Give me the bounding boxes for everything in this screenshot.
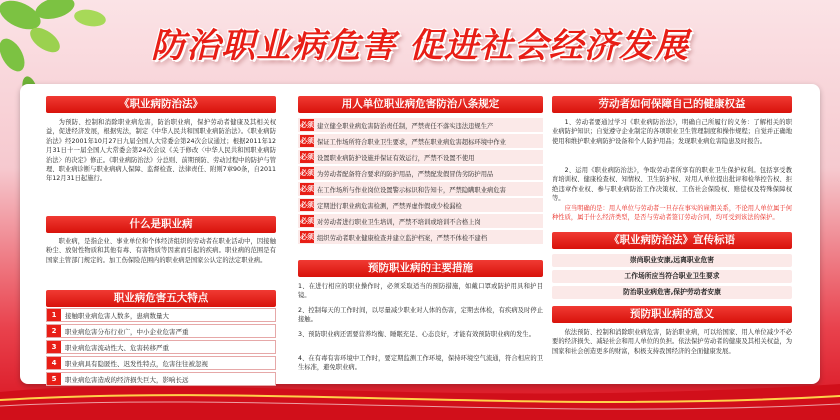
features-header: 职业病危害五大特点	[46, 290, 276, 307]
item-text: 职业病具有隐匿性、迟发性特点，危害往往被忽视	[65, 359, 208, 368]
list-item	[298, 118, 543, 132]
must-tag: 必须	[300, 169, 314, 177]
list-item	[298, 134, 543, 148]
measure-3: 3、预防职业病还需要营养均衡、睡眠充足、心态良好，才能有效预防职业病的发生。	[298, 331, 535, 338]
rule-text: 建立健全职业病危害防治责任制，严禁责任不落实违法违规生产	[317, 122, 494, 130]
slogans-list	[552, 254, 792, 302]
column-right	[552, 92, 792, 376]
slogans-header: 《职业病防治法》宣传标语	[552, 232, 792, 249]
measure-2: 2、控制每天的工作时间，以尽量减少职业对人体的伤害，定期去体检，有疾病及时停止接触。	[298, 307, 543, 324]
slogan-item: 崇尚职业安康,远离职业危害	[552, 254, 792, 267]
rule-text: 定期进行职业病危害检测，严禁弄虚作假或少检漏检	[317, 202, 462, 210]
slogan-item: 工作场所应当符合职业卫生要求	[552, 270, 792, 283]
measure-1: 1、在进行相应的职业操作时，必须采取适当的预防措施，如戴口罩或防护用具和护目镜。	[298, 283, 543, 300]
what-text: 职业病，是指企业、事业单位和个体经济组织的劳动者在职业活动中，因接触粉尘、放射性物质和其他有毒、有害物质等因素而引起的疾病。职业病的范围是有国家主管部门规定的。加工伤保险范围内的职业病是国家公认定的法定职业病。	[46, 238, 276, 264]
red-wave-decoration	[0, 370, 840, 420]
rule-text: 组织劳动者职业健康检查并建立监护档案，严禁不体检不建档	[317, 234, 488, 242]
column-middle	[298, 92, 543, 376]
rule-text: 对劳动者进行职业卫生培训，严禁不培训或培训不合格上岗	[317, 218, 481, 226]
rule-text: 为劳动者配备符合要求的防护用品，严禁配发假冒伪劣防护用品	[317, 170, 494, 178]
list-item	[298, 198, 543, 212]
item-text: 职业病危害造成的经济损失巨大，影响长远	[65, 375, 189, 384]
list-item	[46, 356, 276, 370]
rights-text-1: 1、劳动者要通过学习《职业病防治法》，明确自己所履行的义务：了解相关的职业病防护知识；自觉遵守企业制定的各项职业卫生管理制度和操作规程；自觉并正确地使用和维护职业病防护设备和个人防护用品；发现职业病危害隐患及时报告。	[552, 119, 792, 145]
list-item	[298, 150, 543, 164]
page-title: 防治职业病危害 促进社会经济发展	[151, 26, 689, 66]
item-number: 4	[47, 357, 61, 369]
item-text: 职业病危害流动性大、危害转移严重	[65, 343, 169, 352]
item-text: 接触职业病危害人数多，患病数量大	[65, 311, 169, 320]
item-number: 3	[47, 341, 61, 353]
rights-header: 劳动者如何保障自己的健康权益	[552, 96, 792, 113]
rule-text: 在工作场所与作业岗位设置警示标识和告知卡，严禁隐瞒职业病危害	[317, 186, 506, 194]
must-tag: 必须	[300, 121, 314, 129]
must-tag: 必须	[300, 137, 314, 145]
rights-note: 应当明确的是：用人单位与劳动者一旦存在事实的雇佣关系，不论用人单位属于何种性质，属于什么经济类型，是否与劳动者签订劳动合同，均可受到该法的保护。	[552, 205, 792, 222]
measures-header: 预防职业病的主要措施	[298, 260, 543, 277]
rule-text: 保证工作场所符合职业卫生要求，严禁在职业病危害超标环境中作业	[317, 138, 506, 146]
list-item	[298, 230, 543, 244]
rights-text-2: 2、运用《职业病防治法》，争取劳动者所享有的职业卫生保护权利。包括享受教育培训权、健康检查权、知情权、卫生防护权、对用人单位提出批评和检举控告权、拒绝违章作业权、参与职业病防治工作决策权、工伤社会保险权、赔偿权及特殊保障权等。	[552, 167, 792, 203]
meaning-header: 预防职业病的意义	[552, 306, 792, 323]
must-tag: 必须	[300, 185, 314, 193]
meaning-text: 依法预防、控制和消除职业病危害，防治职业病，可以给国家、用人单位减少不必要的经济损失、减轻社会和用人单位的负担。依法保护劳动者的健康及其相关权益，为国家和社会创造更多的财富，积极支持我国经济的全面健康发展。	[552, 329, 792, 355]
law-header: 《职业病防治法》	[46, 96, 276, 113]
column-left	[46, 92, 276, 384]
rule-text: 设置职业病防护设施并保证有效运行，严禁不设置不使用	[317, 154, 475, 162]
what-header: 什么是职业病	[46, 216, 276, 233]
list-item	[298, 166, 543, 180]
content-board	[20, 84, 820, 384]
slogan-item: 防治职业病危害,保护劳动者安康	[552, 286, 792, 299]
list-item	[298, 182, 543, 196]
law-text: 为预防、控制和消除职业病危害，防治职业病，保护劳动者健康及其相关权益，促进经济发展，根据宪法，制定《中华人民共和国职业病防治法》。《职业病防治法》经2001年10月27日九届全国人大常委会第24次会议通过；根据2011年12月31日十一届全国人大常委会第24次会议《关于修改〈中华人民共和国职业病防治法〉的决定》修正。《职业病防治法》分总则、前期预防、劳动过程中的防护与管理、职业病诊断与职业病病人保障、监督检查、法律责任、附则7章90条，自2011年12月31日起施行。	[46, 119, 276, 183]
rules-header: 用人单位职业病危害防治八条规定	[298, 96, 543, 113]
item-number: 1	[47, 309, 61, 321]
rules-list	[298, 118, 543, 246]
measure-4: 4、在有毒有害环境中工作时，要定期监测工作环境，保持环境空气流通，符合相应的卫生标准，避免职业病。	[298, 355, 543, 372]
list-item	[298, 214, 543, 228]
list-item	[46, 324, 276, 338]
list-item	[46, 308, 276, 322]
list-item	[46, 340, 276, 354]
item-number: 2	[47, 325, 61, 337]
must-tag: 必须	[300, 153, 314, 161]
item-number: 5	[47, 373, 61, 385]
must-tag: 必须	[300, 233, 314, 241]
must-tag: 必须	[300, 201, 314, 209]
item-text: 职业病危害分布行业广，中小企业危害严重	[65, 327, 189, 336]
must-tag: 必须	[300, 217, 314, 225]
